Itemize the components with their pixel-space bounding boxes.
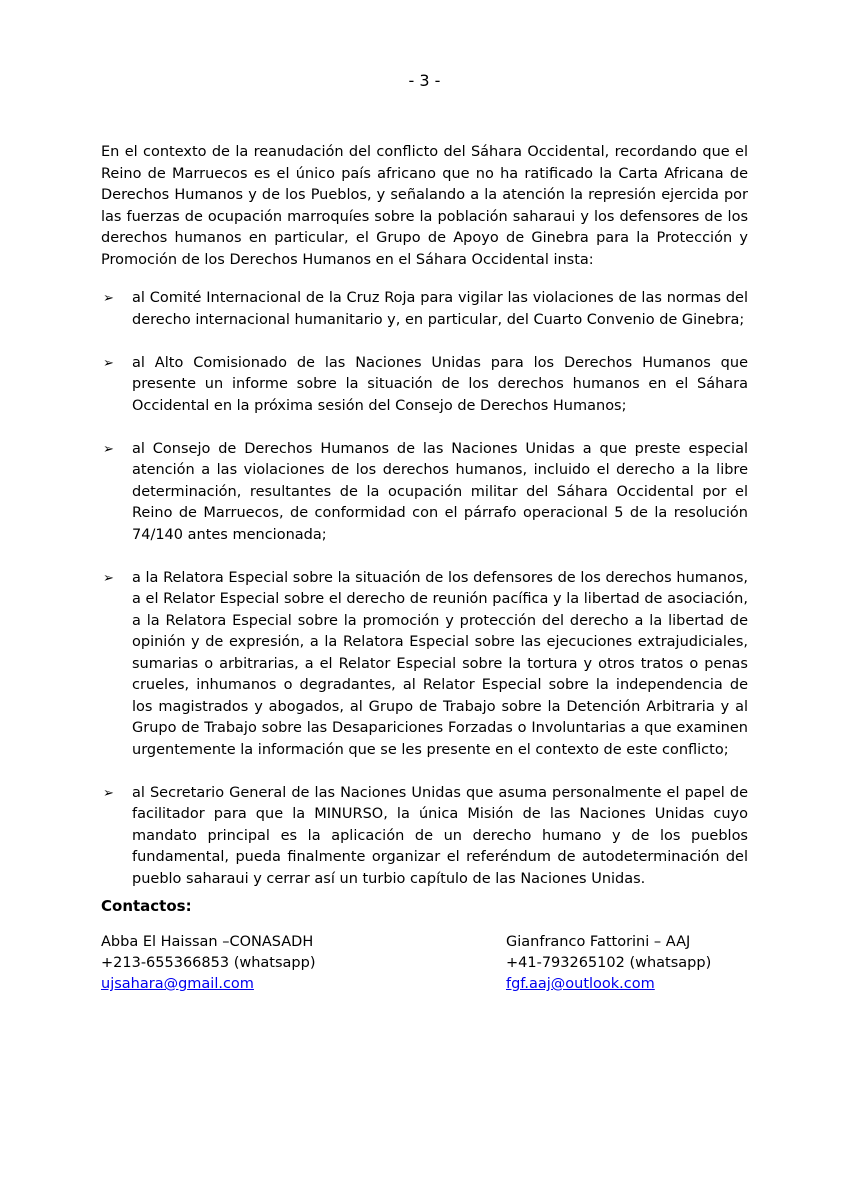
arrow-bullet-icon: ➢ xyxy=(103,570,114,586)
contact-name: Abba El Haissan –CONASADH xyxy=(101,934,314,950)
list-item xyxy=(101,288,748,331)
arrow-bullet-icon: ➢ xyxy=(103,785,114,801)
contact-name: Gianfranco Fattorini – AAJ xyxy=(506,934,691,950)
intro-paragraph: En el contexto de la reanudación del conflicto del Sáhara Occidental, recordando que el Reino de Marruecos es el único país africano que no ha ratificado la Carta Africana de Derechos Humanos y de los Pueblos, y señalando a la atención la represión ejercida por las fuerzas de ocupación marroquíes sobre la población saharaui y los defensores de los derechos humanos en particular, el Grupo de Apoyo de Ginebra para la Protección y Promoción de los Derechos Humanos en el Sáhara Occidental insta: xyxy=(101,144,748,268)
list-item-text: al Comité Internacional de la Cruz Roja para vigilar las violaciones de las normas del derecho internacional humanitario y, en particular, del Cuarto Convenio de Ginebra; xyxy=(132,290,748,328)
list-item-text: al Alto Comisionado de las Naciones Unidas para los Derechos Humanos que presente un informe sobre la situación de los derechos humanos en el Sáhara Occidental en la próxima sesión del Consejo de Derechos Humanos; xyxy=(132,354,748,414)
page-number: - 3 - xyxy=(408,71,441,90)
contact-right xyxy=(506,932,711,995)
list-item-text: a la Relatora Especial sobre la situación de los defensores de los derechos humanos, a el Relator Especial sobre el derecho de reunión pacífica y la libertad de asociación, a la Relatora Especial sobre la promoción y protección del derecho a la libertad de opinión y de expresión, a la Relatora Especial sobre las ejecuciones extrajudiciales, sumarias o arbitrarias, a el Relator Especial sobre la tortura y otros tratos o penas crueles, inhumanos o degradantes, al Relator Especial sobre la independencia de los magistrados y abogados, al Grupo de Trabajo sobre la Detención Arbitraria y al Grupo de Trabajo sobre las Desapariciones Forzadas o Involuntarias a que examinen urgentemente la información que se les presente en el contexto de este conflicto; xyxy=(132,569,748,758)
list-item xyxy=(101,783,748,891)
list-item xyxy=(101,439,748,547)
contact-phone: +213-655366853 (whatsapp) xyxy=(101,955,316,971)
arrow-bullet-icon: ➢ xyxy=(103,441,114,457)
list-item-text: al Consejo de Derechos Humanos de las Naciones Unidas a que preste especial atención a las violaciones de los derechos humanos, incluido el derecho a la libre determinación, resultantes de la ocupación militar del Sáhara Occidental por el Reino de Marruecos, de conformidad con el párrafo operacional 5 de la resolución 74/140 antes mencionada; xyxy=(132,440,748,543)
contact-email-link[interactable]: ujsahara@gmail.com xyxy=(101,976,254,992)
arrow-bullet-icon: ➢ xyxy=(103,355,114,371)
arrow-bullet-icon: ➢ xyxy=(103,291,114,306)
contact-phone: +41-793265102 (whatsapp) xyxy=(506,955,712,971)
list-item xyxy=(101,353,748,418)
list-item-text: al Secretario General de las Naciones Unidas que asuma personalmente el papel de facilitador para que la MINURSO, la única Misión de las Naciones Unidas cuyo mandato principal es la aplicación de un derecho humano y de los pueblos fundamental, pueda finalmente organizar el referéndum de autodeterminación del pueblo saharaui y cerrar así un turbio capítulo de las Naciones Unidas. xyxy=(132,784,748,887)
bullet-list xyxy=(101,288,748,912)
contacts-heading: Contactos: xyxy=(101,897,192,915)
contact-left xyxy=(101,932,315,995)
list-item xyxy=(101,568,748,762)
contact-email-link[interactable]: fgf.aaj@outlook.com xyxy=(506,976,655,992)
